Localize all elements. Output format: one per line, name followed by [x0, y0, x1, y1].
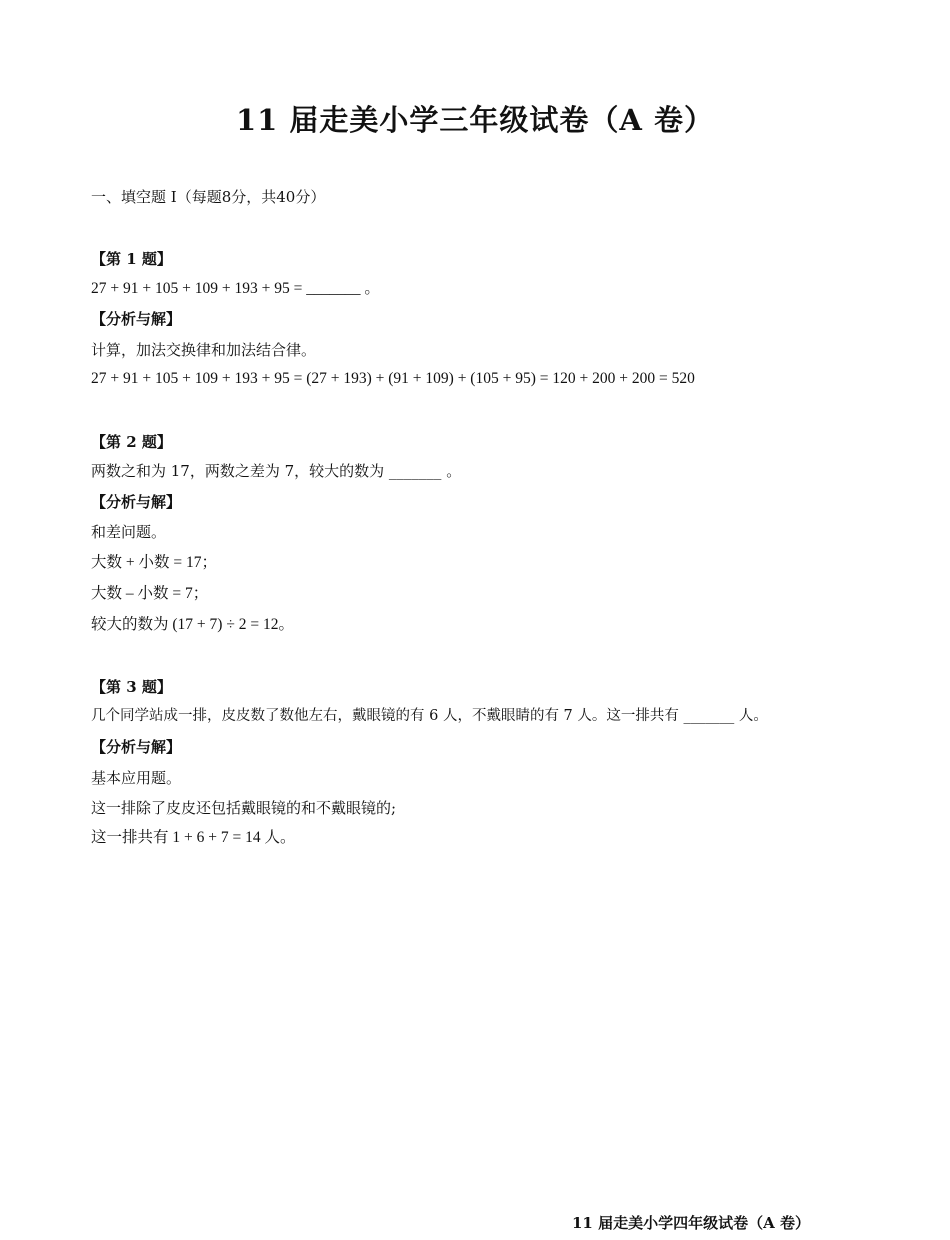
- question-2-analysis-label: 【分析与解】: [91, 493, 182, 511]
- section-heading: 一、填空题 I（每题8分，共40分）: [91, 188, 326, 206]
- question-3-label: 【第 3 题】: [91, 678, 172, 696]
- question-2-analysis-line: 大数 + 小数 = 17；: [91, 554, 217, 571]
- question-3-analysis-label: 【分析与解】: [91, 738, 182, 756]
- question-1-analysis-line: 27 + 91 + 105 + 109 + 193 + 95 = (27 + 193) + (91 + 109) + (105 + 95) = 120 + 200 + 200 = 520: [91, 370, 695, 387]
- question-2-analysis-line: 大数 – 小数 = 7；: [91, 585, 209, 602]
- page-title: 11 届走美小学三年级试卷（A 卷）: [235, 103, 715, 137]
- question-3-analysis-line: 基本应用题。: [91, 769, 182, 787]
- question-2-label: 【第 2 题】: [91, 433, 172, 451]
- question-1-analysis-label: 【分析与解】: [91, 310, 182, 328]
- question-1-analysis-line: 计算，加法交换律和加法结合律。: [91, 341, 317, 359]
- question-3-analysis-line: 这一排除了皮皮还包括戴眼镜的和不戴眼镜的;: [91, 799, 397, 817]
- question-1-text: 27 + 91 + 105 + 109 + 193 + 95 = _______ 。: [91, 280, 380, 297]
- question-3-text: 几个同学站成一排，皮皮数了数他左右，戴眼镜的有 6 人，不戴眼睛的有 7 人。这一排共有 _______ 人。: [91, 708, 768, 724]
- question-3-analysis-line: 这一排共有 1 + 6 + 7 = 14 人。: [91, 829, 296, 846]
- question-2-analysis-line: 和差问题。: [91, 523, 167, 541]
- question-2-analysis-line: 较大的数为 (17 + 7) ÷ 2 = 12。: [91, 616, 294, 633]
- question-1-label: 【第 1 题】: [91, 250, 172, 268]
- question-2-text: 两数之和为 17，两数之差为 7，较大的数为 _______ 。: [91, 462, 462, 480]
- page-footer: 11 届走美小学四年级试卷（A 卷）: [572, 1214, 810, 1232]
